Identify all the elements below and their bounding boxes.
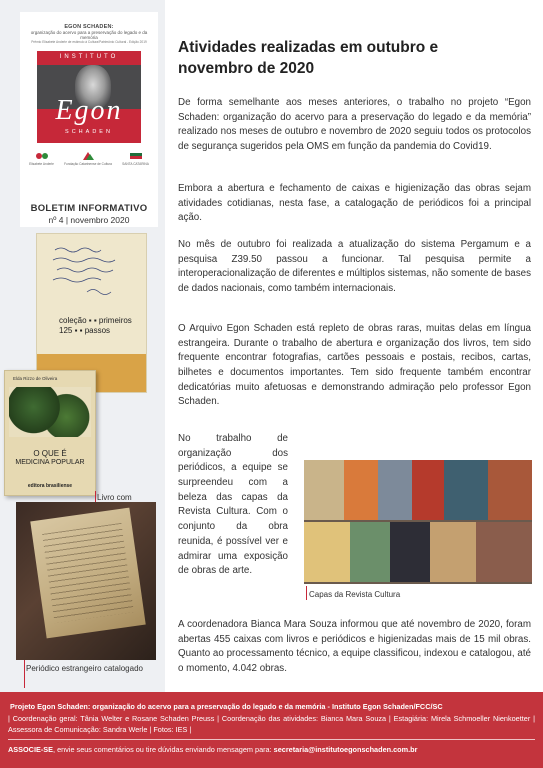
periodical-photo: [16, 502, 156, 660]
caption-accent-bar: [24, 660, 25, 688]
dedication-book-photo: [36, 233, 147, 393]
sponsor-name: Fundação Catarinense de Cultura: [64, 161, 112, 166]
footer-divider: [8, 739, 535, 740]
sponsor-logo: [122, 151, 149, 166]
book-cover-illustration: [9, 387, 91, 437]
org-name: EGON SCHADEN:: [64, 24, 114, 30]
magazine-cover: [344, 460, 378, 520]
magazine-cover: [476, 522, 532, 582]
caption-accent-bar: [306, 586, 307, 600]
sponsor-mark-icon: [35, 151, 49, 161]
magazine-cover: [304, 460, 344, 520]
article-paragraph: De forma semelhante aos meses anteriores, o trabalho no projeto “Egon Schaden: organização do acervo para a preservação do legado e da memória” realizado nos meses de outubro e novembro de 2020 seguiu todos os protocolos de segurança sugeridos pela OMS em função da pandemia do Covid19.: [178, 97, 531, 153]
article-paragraph: A coordenadora Bianca Mara Souza informou que até novembro de 2020, foram abertas 455 caixas com livros e periódicos e higienizadas mais de 15 mil obras. Quanto ao processamento técnico, a equipe classificou, indexou e catalogou, até o momento, 4.042 obras.: [178, 619, 531, 675]
sponsor-logo: [64, 151, 112, 166]
book-caption: Livro com: [97, 493, 132, 502]
institute-emblem-logo: [37, 51, 141, 143]
medicina-popular-book-photo: [4, 370, 96, 496]
article-paragraph: No mês de outubro foi realizada a atualização do sistema Pergamum e a pesquisa Z39.50 passou a funcionar. Tal pesquisa permite a interoperacionalização de diferentes e múltiplos sistemas, não somente de bases de dados nacionais, como também internacionais.: [178, 239, 531, 295]
periodical-text-lines: [42, 523, 134, 623]
magazine-cover: [378, 460, 412, 520]
logo-box: [20, 12, 158, 227]
contact-email-link[interactable]: secretaria@institutoegonschaden.com.br: [273, 745, 418, 754]
footer-project: Projeto Egon Schaden: organização do acervo para a preservação do legado e da memória - Instituto Egon Schaden/FCC/SC: [10, 702, 443, 711]
book2-publisher: editora brasiliense: [27, 483, 73, 489]
sponsor-logo: [29, 151, 54, 166]
magazine-cover: [390, 522, 430, 582]
org-subtitle: organização do acervo para a preservação do legado e da memória: [30, 30, 148, 41]
periodical-caption: Periódico estrangeiro catalogado: [26, 664, 143, 673]
associe-text: , envie seus comentários ou tire dúvidas enviando mensagem para:: [53, 745, 274, 754]
org-award: Prêmio Elisabete Anderle de estímulo à Cultura/Patrimônio Cultural - Edição 2019: [31, 39, 147, 44]
bulletin-number: nº 4 | novembro 2020: [48, 215, 130, 225]
magazine-cover: [444, 460, 488, 520]
magazine-cover: [412, 460, 444, 520]
handwritten-dedication-image: [47, 242, 137, 300]
sponsor-name: SANTA CATARINA: [122, 161, 149, 166]
book2-title-line1: O QUE É: [33, 449, 67, 458]
magazine-cover: [304, 522, 350, 582]
sponsor-mark-icon: [129, 151, 143, 161]
magazine-cover: [430, 522, 476, 582]
sponsor-mark-icon: [81, 151, 95, 161]
magazine-caption: Capas da Revista Cultura: [309, 590, 401, 599]
footer: [0, 692, 543, 768]
magazine-cover: [350, 522, 390, 582]
periodical-page: [30, 508, 145, 639]
emblem-schaden-label: SCHADEN: [65, 128, 113, 135]
associe-label: ASSOCIE-SE: [8, 745, 54, 754]
book1-title-line1: coleção ▪ ▪ primeiros: [59, 316, 132, 325]
article-headline: Atividades realizadas em outubro e novembro de 2020: [178, 39, 439, 77]
sponsor-name: Elisabete Anderle: [29, 161, 54, 166]
article-paragraph: Embora a abertura e fechamento de caixas e higienização das obras sejam atividades cotidianas, nesta fase, a catalogação de periódicos foi a principal ação.: [178, 183, 531, 224]
book2-author: Elda Rizzo de Oliveira: [13, 376, 58, 381]
sponsor-logos: [20, 151, 158, 166]
magazine-cover: [488, 460, 532, 520]
footer-credits: | Coordenação geral: Tânia Welter e Rosane Schaden Preuss | Coordenação das atividades: Bianca Mara Souza | Estagiária: Mirela Schmoeller Nienkoetter | Assessora de Comunicação: Sandra Werle | Fotos: IES |: [8, 714, 535, 734]
book2-title-line2: MEDICINA POPULAR: [15, 459, 85, 466]
revista-cultura-collage-photo: [304, 460, 532, 584]
book1-title-line2: 125 ▪ ▪ passos: [59, 326, 111, 336]
article-paragraph: No trabalho de organização dos periódicos, a equipe se surpreendeu com a beleza das capas da Revista Cultura. Com o conjunto da obra reunida, é possível ver e admirar uma exposição de obras de arte.: [178, 433, 288, 577]
bulletin-title: BOLETIM INFORMATIVO: [30, 203, 148, 214]
article-paragraph: O Arquivo Egon Schaden está repleto de obras raras, muitas delas em língua estrangeira. Durante o trabalho de abertura e organização dos livros, tem sido frequente encontrar fotografias, cartões pessoais e postais, recibos, cartas, bilhetes e documentos importantes. Tem sido frequente também encontrar dedicatórias muito afetuosas e demonstrando admiração pelo professor Egon Schaden.: [178, 323, 531, 408]
footer-contact: [8, 745, 535, 754]
sidebar: [0, 0, 165, 692]
emblem-egon-label: Egon: [55, 94, 123, 126]
book1-title: [59, 316, 132, 337]
emblem-institute-label: INSTITUTO: [59, 53, 119, 60]
